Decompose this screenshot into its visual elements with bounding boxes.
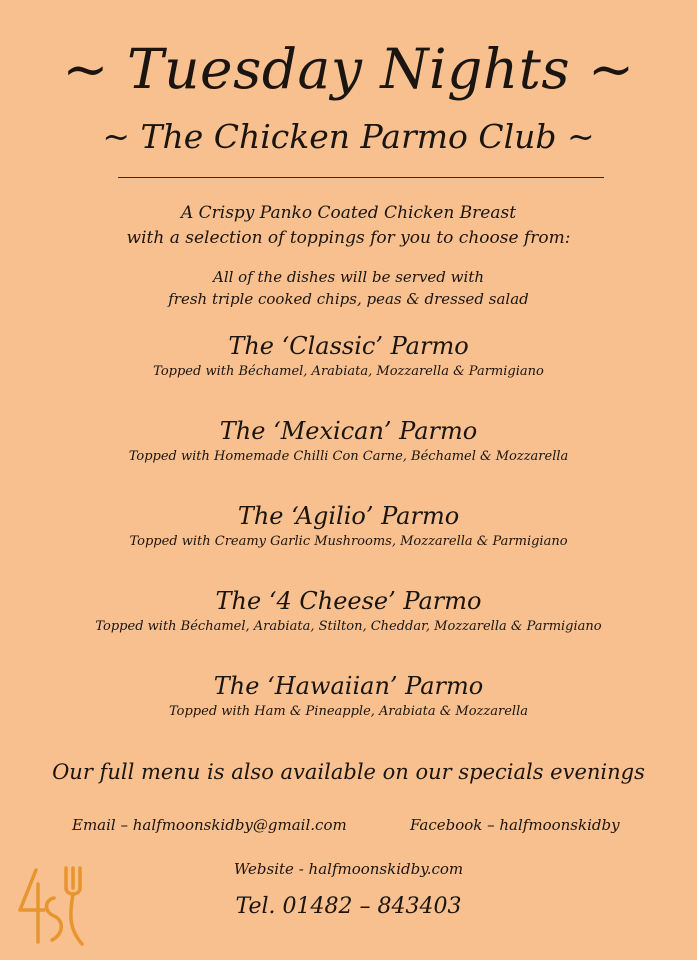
intro-line-2: with a selection of toppings for you to choose from: <box>126 228 571 248</box>
intro-line-1: A Crispy Panko Coated Chicken Breast <box>180 203 517 223</box>
dish-description-mexican: Topped with Homemade Chilli Con Carne, Béchamel & Mozzarella <box>128 449 569 464</box>
dish-name-4-cheese: The ‘4 Cheese’ Parmo <box>215 587 482 615</box>
contact-email: Email – halfmoonskidby@gmail.com <box>72 816 347 834</box>
dish-name-classic: The ‘Classic’ Parmo <box>228 332 469 360</box>
full-menu-note: Our full menu is also available on our specials evenings <box>52 760 645 784</box>
divider <box>118 177 604 178</box>
dish-description-hawaiian: Topped with Ham & Pineapple, Arabiata & Mozzarella <box>169 704 528 719</box>
dish-description-classic: Topped with Béchamel, Arabiata, Mozzarella & Parmigiano <box>153 364 544 379</box>
served-with-line-2: fresh triple cooked chips, peas & dressed salad <box>168 290 529 308</box>
dish-description-agilio: Topped with Creamy Garlic Mushrooms, Mozzarella & Parmigiano <box>129 534 568 549</box>
contact-telephone: Tel. 01482 – 843403 <box>235 894 462 919</box>
contact-facebook: Facebook – halfmoonskidby <box>410 816 620 834</box>
served-with-line-1: All of the dishes will be served with <box>212 268 485 286</box>
page-subtitle: ~ The Chicken Parmo Club ~ <box>102 117 595 156</box>
dish-name-agilio: The ‘Agilio’ Parmo <box>237 502 460 530</box>
dish-name-hawaiian: The ‘Hawaiian’ Parmo <box>213 672 484 700</box>
dish-name-mexican: The ‘Mexican’ Parmo <box>219 417 478 445</box>
fork-spoon-logo-icon <box>14 864 90 948</box>
dish-description-4-cheese: Topped with Béchamel, Arabiata, Stilton, Cheddar, Mozzarella & Parmigiano <box>95 619 602 634</box>
contact-website: Website - halfmoonskidby.com <box>233 860 464 878</box>
page-title: ~ Tuesday Nights ~ <box>62 37 635 101</box>
